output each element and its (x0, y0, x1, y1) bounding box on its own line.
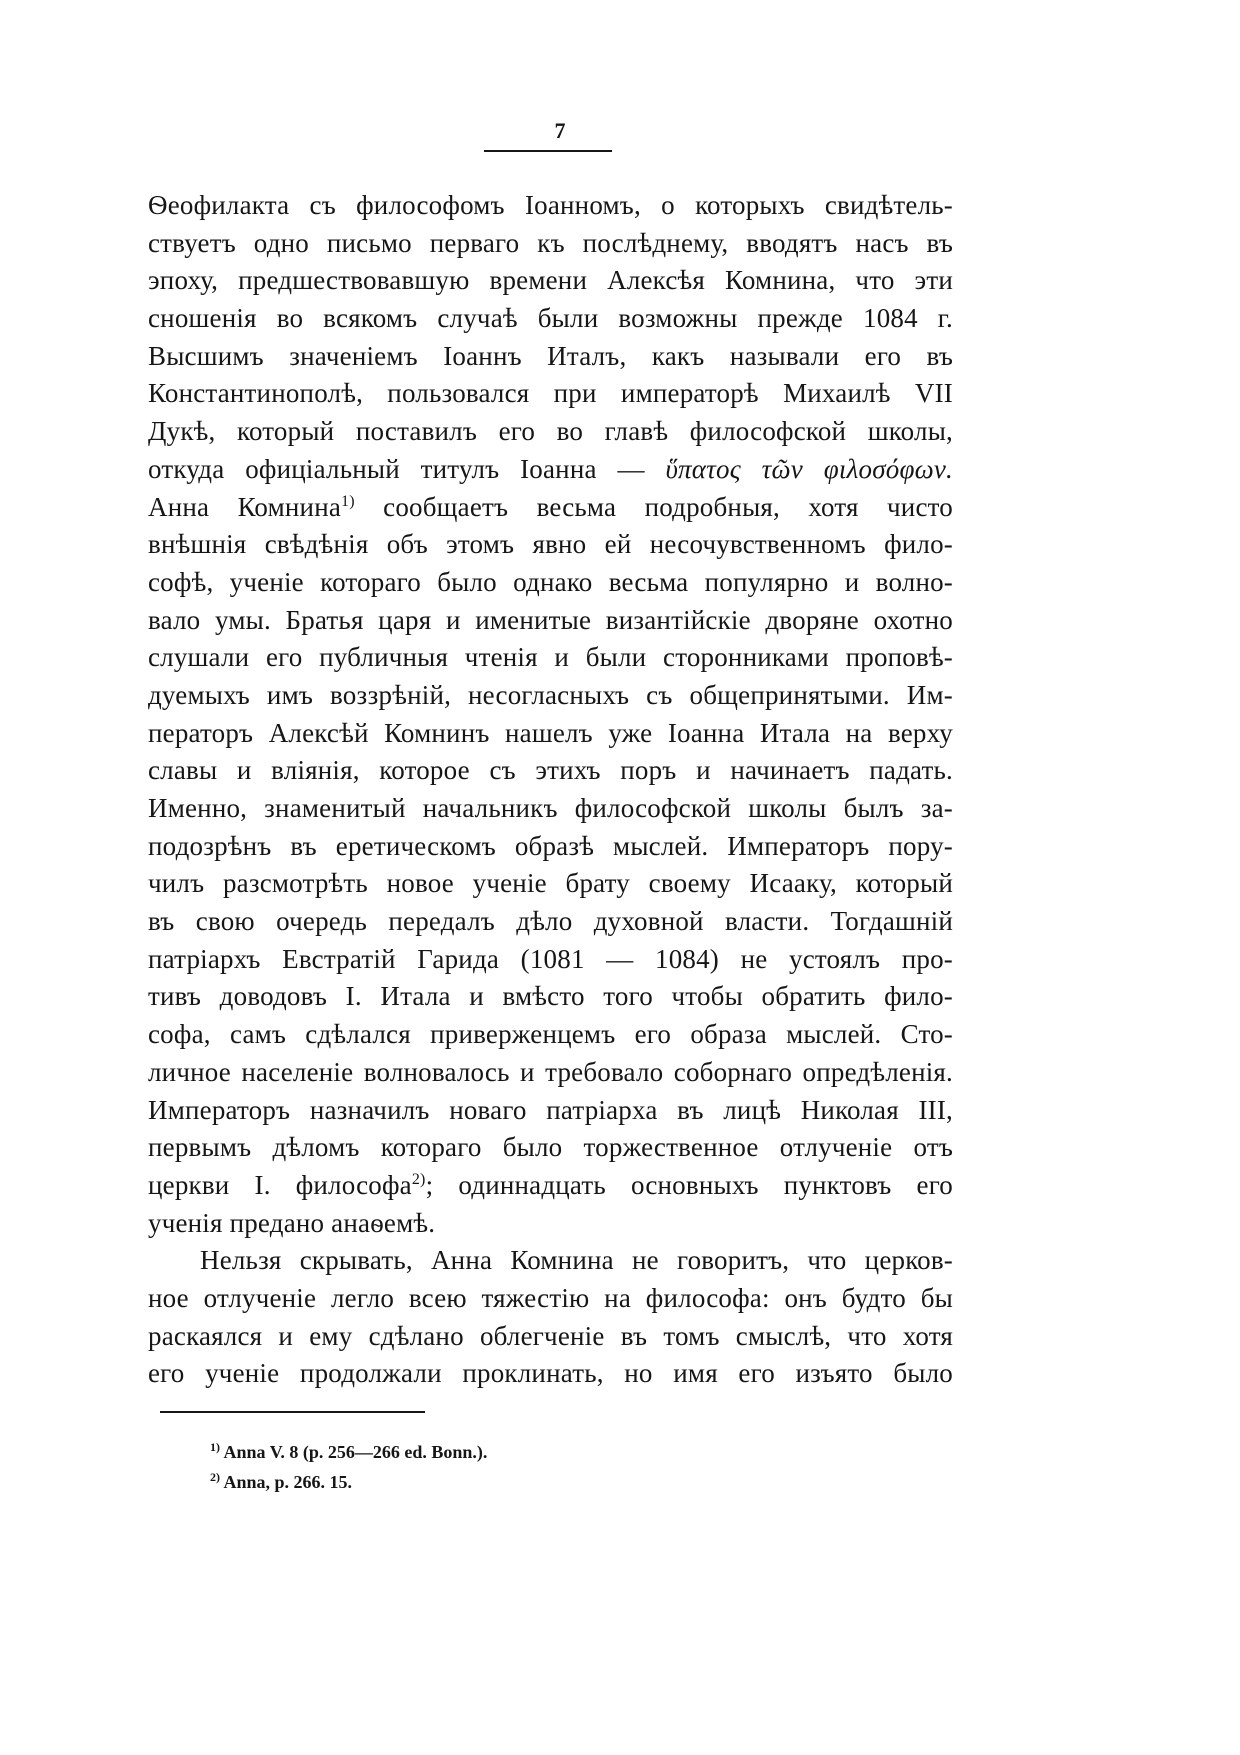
text-line: первымъ дѣломъ котораго было торжественное отлученіе отъ (148, 1132, 953, 1163)
text-line: Дукѣ, который поставилъ его во главѣ философской школы, (148, 416, 953, 447)
text-line: софа, самъ сдѣлался приверженцемъ его образа мыслей. Сто- (148, 1019, 953, 1050)
footnote-1 (210, 1437, 910, 1467)
text-line: Константинополѣ, пользовался при императорѣ Михаилѣ VII (148, 378, 953, 409)
text-line (148, 451, 953, 489)
text-line: вало умы. Братья царя и именитые византійскіе дворяне охотно (148, 604, 953, 635)
text-line: его ученіе продолжали проклинать, но имя его изъято было (148, 1358, 953, 1389)
footnote-ref-1[interactable]: 1) (341, 492, 355, 510)
text-line: софѣ, ученіе котораго было однако весьма популярно и волно- (148, 566, 953, 597)
text-line: славы и вліянія, которое съ этихъ поръ и начинаетъ падать. (148, 755, 953, 786)
text-line (148, 489, 953, 527)
text-line: ператоръ Алексѣй Комнинъ нашелъ уже Іоанна Итала на верху (148, 717, 953, 748)
footnote-text: Anna, p. 266. 15. (220, 1472, 353, 1492)
text-line-tail: сообщаетъ весьма подробныя, хотя чисто (354, 491, 953, 522)
text-line (148, 1167, 953, 1205)
text-line: слушали его публичныя чтенія и были сторонниками проповѣ- (148, 642, 953, 673)
text-line: Ѳеофилакта съ философомъ Іоанномъ, о которыхъ свидѣтель- (148, 190, 953, 220)
footnote-ref-2[interactable]: 2) (411, 1170, 426, 1188)
text-line: ное отлученіе легло всею тяжестію на философа: онъ будто бы (148, 1282, 953, 1313)
text-line: сношенія во всякомъ случаѣ были возможны прежде 1084 г. (148, 303, 953, 334)
footnotes (210, 1437, 910, 1497)
text-line: эпоху, предшествовавшую времени Алексѣя Комнина, что эти (148, 265, 953, 296)
text-line-start: церкви І. философа (148, 1169, 412, 1200)
text-line: подозрѣнъ въ еретическомъ образѣ мыслей. Императоръ пору- (148, 830, 953, 861)
text-line: чилъ разсмотрѣть новое ученіе брату своему Исааку, который (148, 868, 953, 899)
footnote-text: Anna V. 8 (p. 256—266 ed. Bonn.). (220, 1442, 488, 1462)
text-line: патріархъ Евстратій Гарида (1081 — 1084) не устоялъ про- (148, 943, 953, 974)
text-line-start: откуда офиціальный титулъ Іоанна — (148, 453, 666, 484)
text-line: въ свою очередь передалъ дѣло духовной власти. Тогдашній (148, 906, 953, 937)
text-line: Императоръ назначилъ новаго патріарха въ лицѣ Николая III, (148, 1094, 953, 1125)
footnote-marker: 1) (210, 1440, 220, 1454)
body-text (148, 187, 953, 1393)
greek-title: ὕπατος τῶν φιλοσόφων. (665, 453, 953, 484)
footnote-2 (210, 1467, 910, 1497)
text-line-start: Анна Комнина (148, 491, 342, 522)
text-line: внѣшнія свѣдѣнія объ этомъ явно ей несочувственномъ фило- (148, 529, 953, 560)
paragraph-first-line: Нельзя скрывать, Анна Комнина не говоритъ, что церков- (200, 1245, 953, 1276)
text-line: личное населеніе волновалось и требовало соборнаго опредѣленія. (148, 1056, 953, 1087)
page-number: 7 (554, 118, 566, 143)
footnote-rule (160, 1411, 425, 1413)
footnote-marker: 2) (210, 1470, 220, 1484)
text-line: тивъ доводовъ І. Итала и вмѣсто того чтобы обратить фило- (148, 981, 953, 1012)
text-line: дуемыхъ имъ воззрѣній, несогласныхъ съ общепринятыми. Им- (148, 679, 953, 710)
text-line: раскаялся и ему сдѣлано облегченіе въ томъ смыслѣ, что хотя (148, 1320, 953, 1351)
header-rule (484, 150, 612, 152)
paragraph-last-line: ученія предано анаѳемѣ. (148, 1207, 436, 1238)
text-line: Именно, знаменитый начальникъ философской школы былъ за- (148, 793, 953, 823)
text-line: ствуетъ одно письмо перваго къ послѣднему, вводятъ насъ въ (148, 227, 953, 258)
text-line: Высшимъ значеніемъ Іоаннъ Италъ, какъ называли его въ (148, 340, 953, 371)
text-line-tail: ; одиннадцать основныхъ пунктовъ его (425, 1169, 953, 1200)
